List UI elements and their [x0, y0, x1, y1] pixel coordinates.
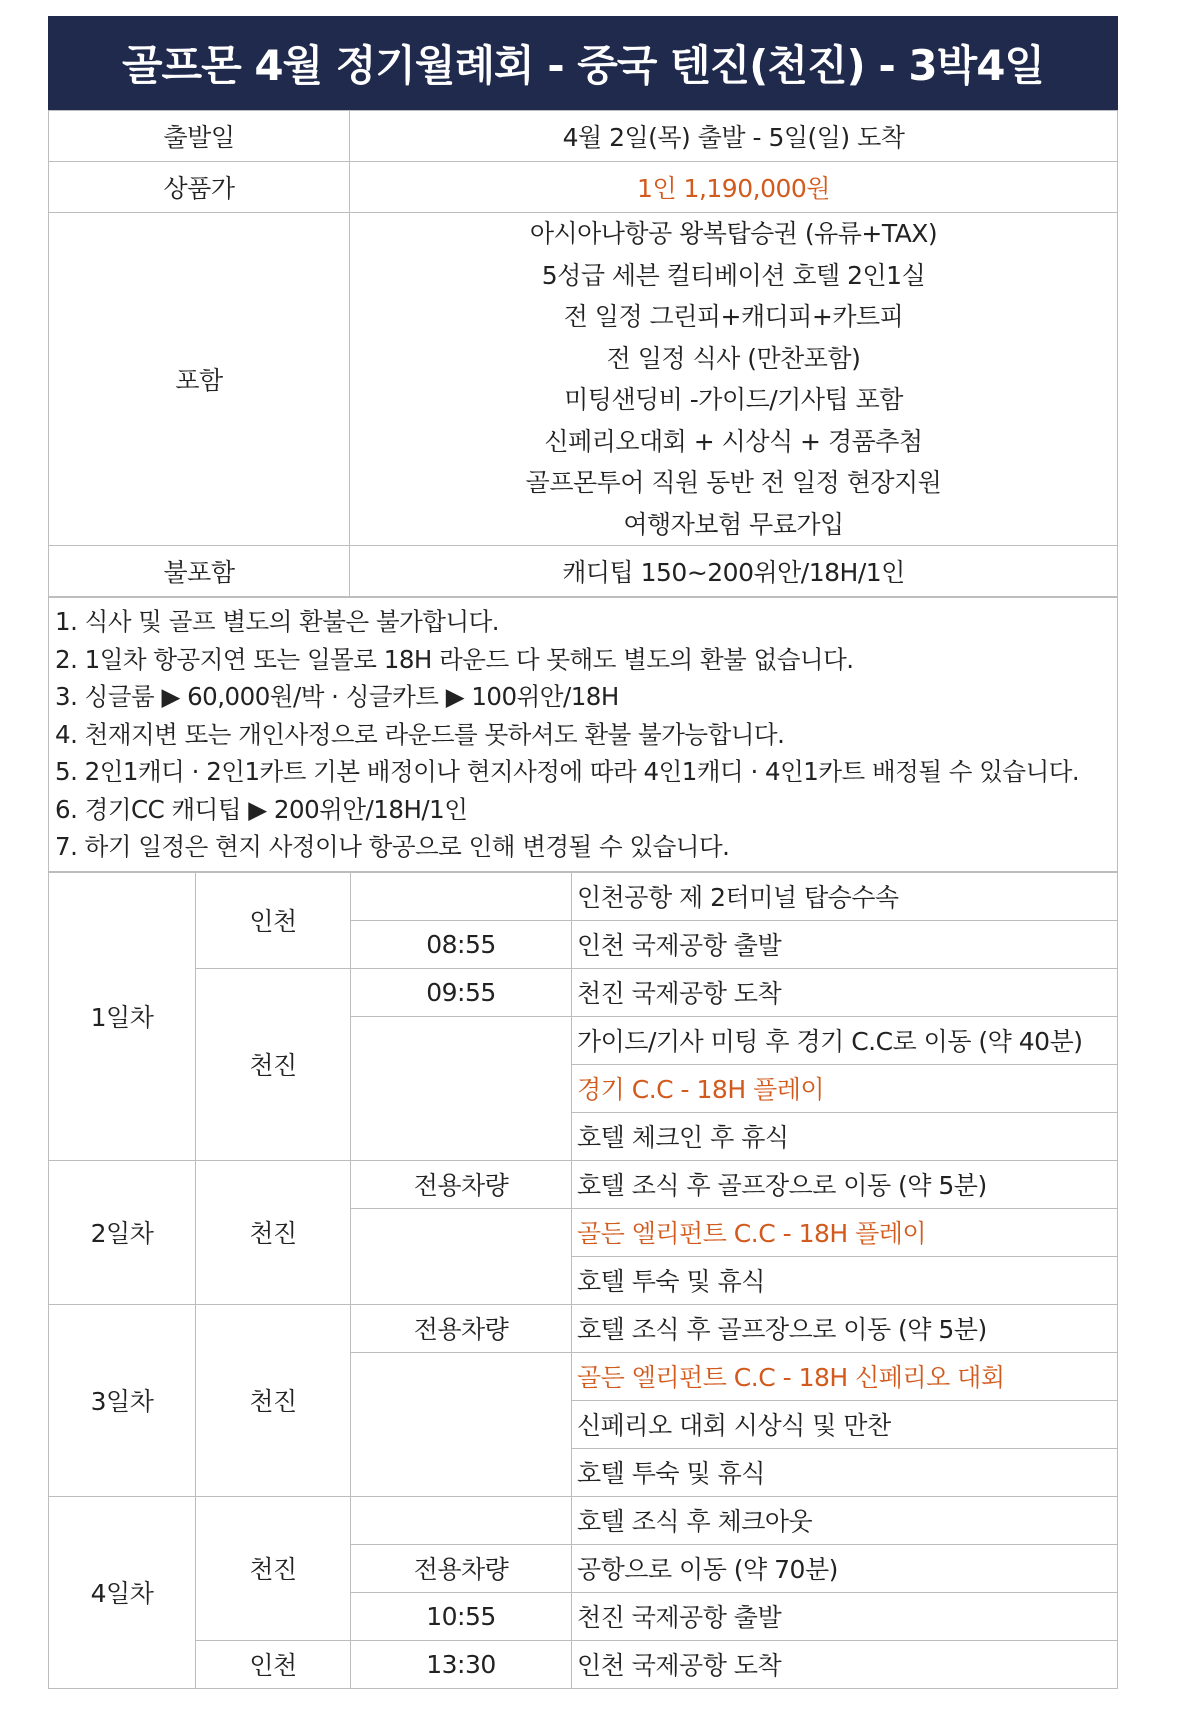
time-cell	[351, 1208, 572, 1304]
departure-label: 출발일	[49, 111, 350, 162]
time-cell: 전용차량	[351, 1544, 572, 1592]
activity-cell: 가이드/기사 미팅 후 경기 C.C로 이동 (약 40분)	[572, 1016, 1118, 1064]
note-item: 7. 하기 일정은 현지 사정이나 항공으로 인해 변경될 수 있습니다.	[55, 832, 730, 861]
time-cell	[351, 872, 572, 920]
activity-cell-highlight: 경기 C.C - 18H 플레이	[572, 1064, 1118, 1112]
activity-cell: 인천 국제공항 도착	[572, 1640, 1118, 1688]
included-item: 골프몬투어 직원 동반 전 일정 현장지원	[525, 468, 942, 497]
day-label: 2일차	[49, 1160, 196, 1304]
city-label: 인천	[196, 1640, 351, 1688]
activity-cell: 호텔 체크인 후 휴식	[572, 1112, 1118, 1160]
activity-cell: 호텔 투숙 및 휴식	[572, 1448, 1118, 1496]
city-label: 천진	[196, 968, 351, 1160]
city-label: 인천	[196, 872, 351, 968]
tour-info-table	[48, 110, 1118, 597]
note-item: 3. 싱글룸 ▶ 60,000원/박 · 싱글카트 ▶ 100위안/18H	[55, 682, 619, 711]
time-cell: 10:55	[351, 1592, 572, 1640]
included-item: 여행자보험 무료가입	[623, 509, 844, 539]
activity-cell: 천진 국제공항 도착	[572, 968, 1118, 1016]
schedule-row	[49, 968, 1118, 1016]
schedule-table	[48, 872, 1118, 1689]
time-cell	[351, 1496, 572, 1544]
included-item: 미팅샌딩비 -가이드/기사팁 포함	[564, 385, 903, 414]
notes-table	[48, 597, 1118, 872]
day-label: 4일차	[49, 1496, 196, 1688]
schedule-row	[49, 1304, 1118, 1352]
time-cell: 09:55	[351, 968, 572, 1016]
price-label: 상품가	[49, 162, 350, 213]
activity-cell: 인천공항 제 2터미널 탑승수속	[572, 872, 1118, 920]
tour-sheet	[48, 16, 1118, 1689]
departure-row	[49, 111, 1118, 162]
activity-cell: 인천 국제공항 출발	[572, 920, 1118, 968]
city-label: 천진	[196, 1304, 351, 1496]
activity-cell: 호텔 조식 후 골프장으로 이동 (약 5분)	[572, 1304, 1118, 1352]
city-label: 천진	[196, 1496, 351, 1640]
city-label: 천진	[196, 1160, 351, 1304]
note-item: 4. 천재지변 또는 개인사정으로 라운드를 못하셔도 환불 불가능합니다.	[55, 719, 785, 749]
activity-cell: 신페리오 대회 시상식 및 만찬	[572, 1400, 1118, 1448]
schedule-row	[49, 1496, 1118, 1544]
activity-cell: 공항으로 이동 (약 70분)	[572, 1544, 1118, 1592]
included-label: 포함	[49, 213, 350, 546]
note-item: 1. 식사 및 골프 별도의 환불은 불가합니다.	[55, 607, 500, 636]
time-cell: 전용차량	[351, 1160, 572, 1208]
departure-value: 4월 2일(목) 출발 - 5일(일) 도착	[350, 111, 1118, 162]
included-item: 신페리오대회 + 시상식 + 경품추첨	[544, 426, 923, 456]
page-title: 골프몬 4월 정기월례회 - 중국 텐진(천진) - 3박4일	[48, 16, 1118, 110]
time-cell: 13:30	[351, 1640, 572, 1688]
activity-cell: 호텔 조식 후 체크아웃	[572, 1496, 1118, 1544]
note-item: 6. 경기CC 캐디팁 ▶ 200위안/18H/1인	[55, 794, 468, 824]
price-value: 1인 1,190,000원	[350, 162, 1118, 213]
schedule-row	[49, 1640, 1118, 1688]
included-row	[49, 213, 1118, 546]
activity-cell: 호텔 투숙 및 휴식	[572, 1256, 1118, 1304]
time-cell	[351, 1016, 572, 1160]
activity-cell: 천진 국제공항 출발	[572, 1592, 1118, 1640]
activity-cell: 호텔 조식 후 골프장으로 이동 (약 5분)	[572, 1160, 1118, 1208]
day-label: 3일차	[49, 1304, 196, 1496]
excluded-row	[49, 546, 1118, 597]
included-item: 아시아나항공 왕복탑승권 (유류+TAX)	[529, 219, 938, 248]
time-cell	[351, 1352, 572, 1496]
excluded-label: 불포함	[49, 546, 350, 597]
note-item: 5. 2인1캐디 · 2인1카트 기본 배정이나 현지사정에 따라 4인1캐디 · 4인1카트 배정될 수 있습니다.	[55, 757, 1080, 786]
included-item: 전 일정 그린피+캐디피+카트피	[563, 302, 904, 331]
included-list	[350, 213, 1118, 546]
time-cell: 08:55	[351, 920, 572, 968]
included-item: 전 일정 식사 (만찬포함)	[606, 343, 861, 373]
included-item: 5성급 세븐 컬티베이션 호텔 2인1실	[541, 260, 926, 290]
day-label: 1일차	[49, 872, 196, 1160]
price-row	[49, 162, 1118, 213]
activity-cell-highlight: 골든 엘리펀트 C.C - 18H 신페리오 대회	[572, 1352, 1118, 1400]
time-cell: 전용차량	[351, 1304, 572, 1352]
excluded-value: 캐디팁 150~200위안/18H/1인	[350, 546, 1118, 597]
notes-cell	[49, 598, 1118, 872]
note-item: 2. 1일차 항공지연 또는 일몰로 18H 라운드 다 못해도 별도의 환불 없습니다.	[55, 644, 854, 674]
activity-cell-highlight: 골든 엘리펀트 C.C - 18H 플레이	[572, 1208, 1118, 1256]
schedule-row	[49, 872, 1118, 920]
schedule-row	[49, 1160, 1118, 1208]
